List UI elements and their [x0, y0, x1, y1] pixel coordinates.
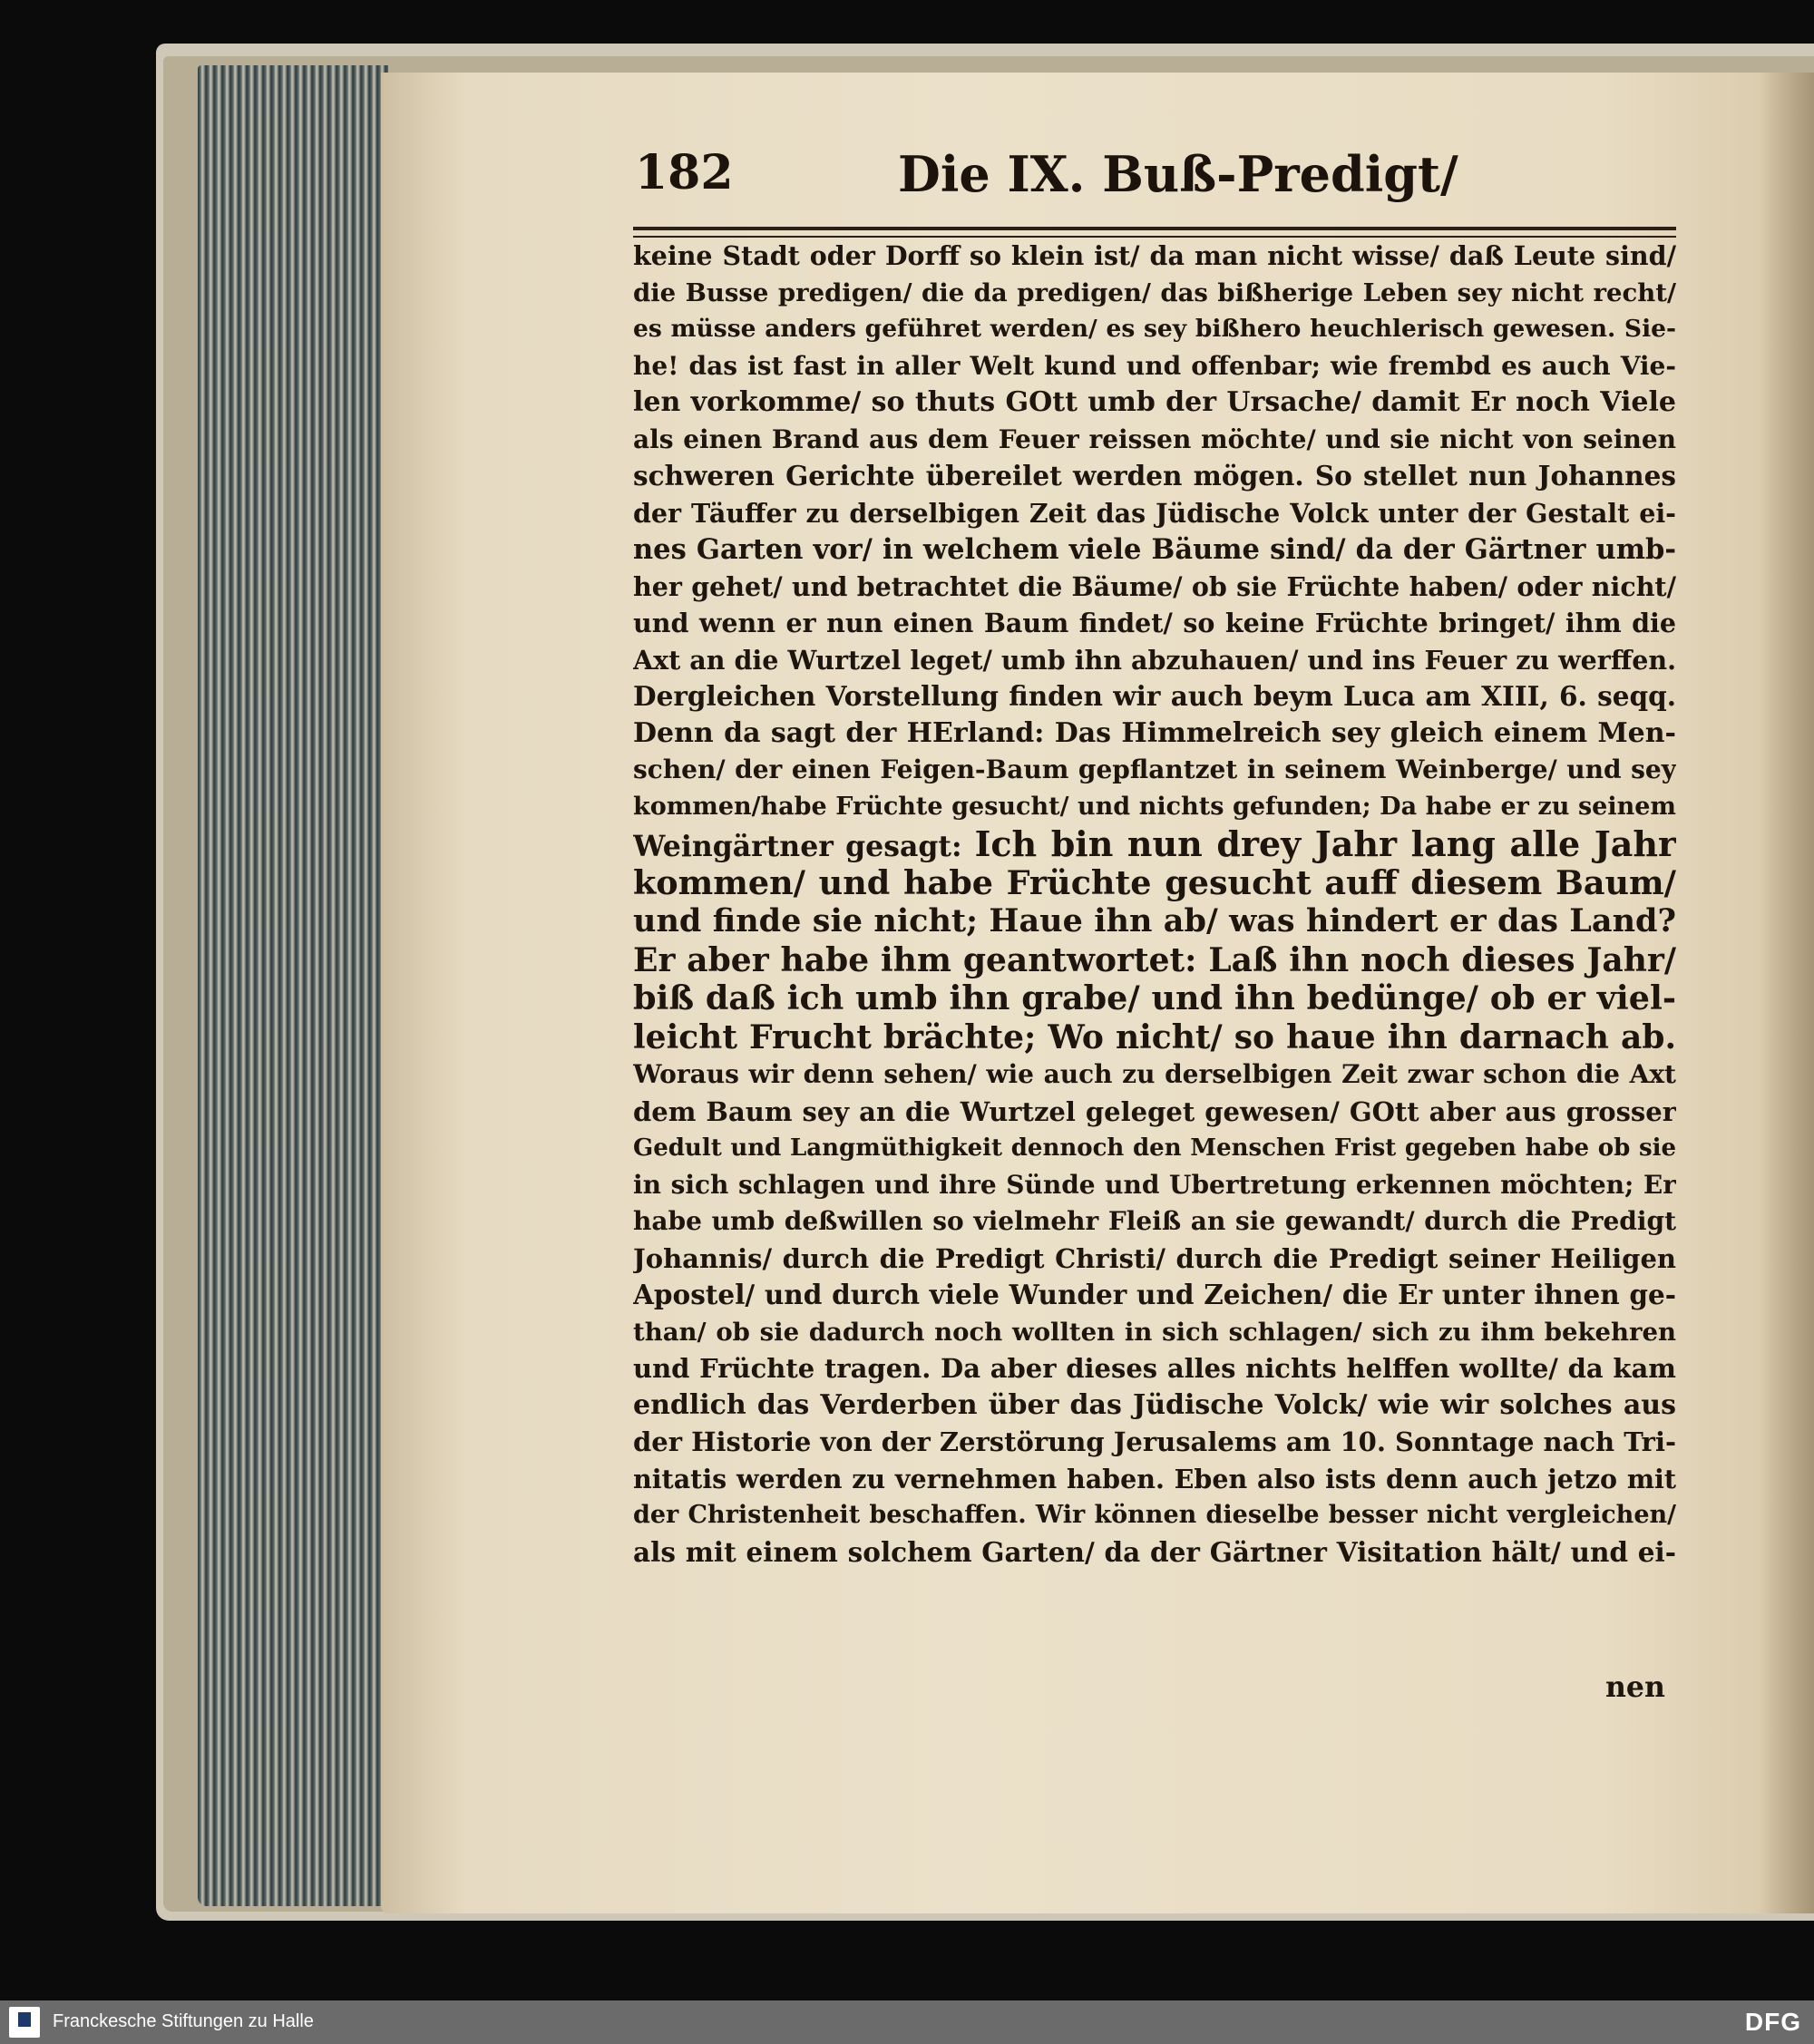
page-stack-edge [198, 65, 388, 1906]
text-line: Johannis/ durch die Predigt Christi/ durch die Predigt seiner Heiligen [633, 1242, 1676, 1274]
text-line: als mit einem solchem Garten/ da der Gärtner Visitation hält/ und ei- [633, 1535, 1676, 1568]
dfg-logo: DFG [1744, 2008, 1801, 2036]
text-line: Gedult und Langmüthigkeit dennoch den Menschen Frist gegeben habe ob sie [633, 1134, 1676, 1162]
text-line [633, 825, 1676, 864]
text-line: leicht Frucht brächte; Wo nicht/ so haue ihn darnach ab. [633, 1017, 1676, 1056]
text-line: her gehet/ und betrachtet die Bäume/ ob sie Früchte haben/ oder nicht/ [633, 570, 1676, 602]
text-line: than/ ob sie dadurch noch wollten in sich schlagen/ sich zu ihm bekehren [633, 1317, 1676, 1347]
text-line: dem Baum sey an die Wurtzel geleget gewesen/ GOtt aber aus grosser [633, 1095, 1676, 1127]
text-line: schen/ der einen Feigen-Baum gepflantzet in seinem Weinberge/ und sey [633, 754, 1676, 784]
text-line: und finde sie nicht; Haue ihn ab/ was hindert er das Land? [633, 902, 1676, 939]
catchword: nen [1605, 1670, 1665, 1704]
viewer-footer-bar [0, 2000, 1814, 2044]
footer-organization: Franckesche Stiftungen zu Halle [53, 2011, 314, 2031]
text-line: kommen/habe Früchte gesucht/ und nichts gefunden; Da habe er zu seinem [633, 792, 1676, 821]
text-line: endlich das Verderben über das Jüdische Volck/ wie wir solches aus [633, 1388, 1676, 1421]
text-line: he! das ist fast in aller Welt kund und offenbar; wie frembd es auch Vie- [633, 350, 1676, 381]
text-line: der Christenheit beschaffen. Wir können dieselbe besser nicht vergleichen/ [633, 1501, 1676, 1529]
text-line: keine Stadt oder Dorff so klein ist/ da man nicht wisse/ daß Leute sind/ [633, 240, 1676, 271]
text-line: Dergleichen Vorstellung finden wir auch beym Luca am XIII, 6. seqq. [633, 680, 1676, 712]
text-line: Denn da sagt der HErland: Das Himmelreich sey gleich einem Men- [633, 716, 1676, 749]
text-line: als einen Brand aus dem Feuer reissen möchte/ und sie nicht von seinen [633, 423, 1676, 454]
text-line: die Busse predigen/ die da predigen/ das bißherige Leben sey nicht recht/ [633, 277, 1676, 307]
page-number: 182 [635, 145, 734, 200]
running-title: Die IX. Buß-Predigt/ [898, 145, 1458, 203]
text-line: Woraus wir denn sehen/ wie auch zu derselbigen Zeit zwar schon die Axt [633, 1059, 1676, 1089]
text-line: Er aber habe ihm geantwortet: Laß ihn noch dieses Jahr/ [633, 940, 1676, 979]
text-line: kommen/ und habe Früchte gesucht auff diesem Baum/ [633, 863, 1676, 902]
text-line-emphasis: Ich bin nun drey Jahr lang alle Jahr [974, 825, 1676, 864]
text-line: der Täuffer zu derselbigen Zeit das Jüdische Volck unter der Gestalt ei- [633, 497, 1676, 529]
text-line: biß daß ich umb ihn grabe/ und ihn bedünge/ ob er viel- [633, 979, 1676, 1017]
text-line: len vorkomme/ so thuts GOtt umb der Ursache/ damit Er noch Viele [633, 386, 1676, 418]
header-rule [633, 227, 1676, 238]
text-line: der Historie von der Zerstörung Jerusalems am 10. Sonntage nach Tri- [633, 1426, 1676, 1457]
text-line: nitatis werden zu vernehmen haben. Eben also ists denn auch jetzo mit [633, 1463, 1676, 1494]
page-gutter-shadow [1760, 73, 1814, 1913]
text-line: in sich schlagen und ihre Sünde und Ubertretung erkennen möchten; Er [633, 1169, 1676, 1200]
text-line: habe umb deßwillen so vielmehr Fleiß an sie gewandt/ durch die Predigt [633, 1206, 1676, 1236]
text-line: schweren Gerichte übereilet werden mögen. So stellet nun Johannes [633, 460, 1676, 492]
institution-logo-icon [9, 2007, 40, 2038]
text-line: es müsse anders geführet werden/ es sey bißhero heuchlerisch gewesen. Sie- [633, 315, 1676, 343]
text-line: nes Garten vor/ in welchem viele Bäume sind/ da der Gärtner umb- [633, 533, 1676, 566]
text-line: und Früchte tragen. Da aber dieses alles nichts helffen wollte/ da kam [633, 1353, 1676, 1384]
body-text [633, 238, 1676, 1571]
text-line-lead: Weingärtner gesagt: [633, 830, 962, 863]
page-header [635, 145, 1678, 227]
text-line: Axt an die Wurtzel leget/ umb ihn abzuhauen/ und ins Feuer zu werffen. [633, 644, 1676, 676]
text-line: Apostel/ und durch viele Wunder und Zeichen/ die Er unter ihnen ge- [633, 1279, 1676, 1310]
text-line: und wenn er nun einen Baum findet/ so keine Früchte bringet/ ihm die [633, 608, 1676, 638]
